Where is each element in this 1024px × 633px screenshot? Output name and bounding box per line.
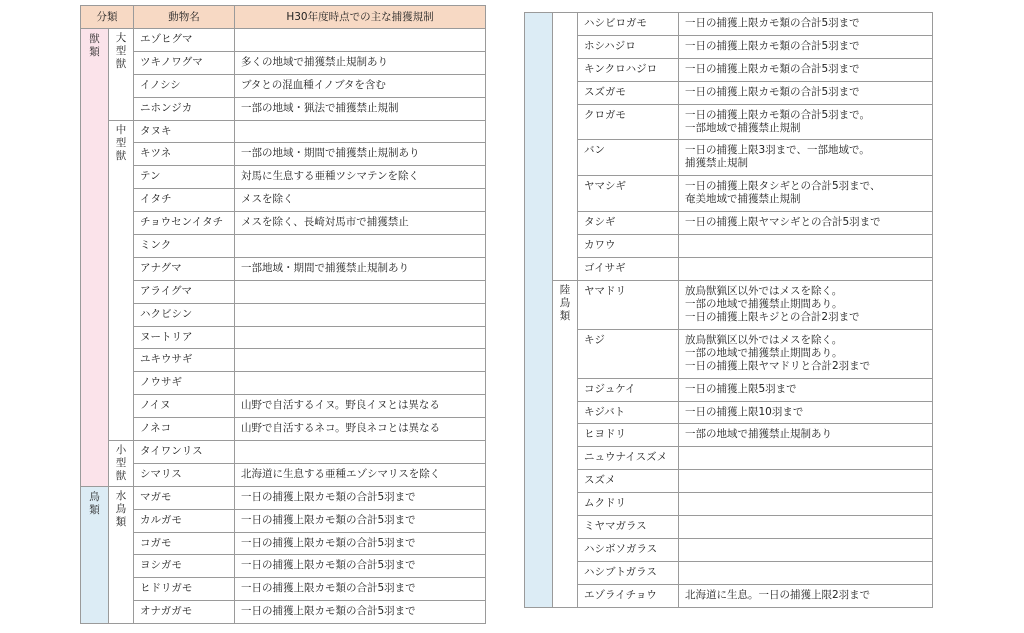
animal-name: カルガモ (134, 509, 235, 532)
category-label: 獣類 (89, 33, 100, 58)
animal-name: タシギ (578, 212, 679, 235)
animal-name: バン (578, 140, 679, 176)
regulation-note (235, 555, 486, 578)
animal-name: スズガモ (578, 81, 679, 104)
animal-name: オナガガモ (134, 601, 235, 624)
regulation-note (235, 212, 486, 235)
regulation-note-line: 一日の捕獲上限カモ類の合計5羽まで (685, 62, 860, 75)
animal-name: ホシハジロ (578, 35, 679, 58)
regulation-note (235, 235, 486, 258)
header-category: 分類 (81, 6, 134, 29)
table-row (525, 470, 933, 493)
animal-name: ノウサギ (134, 372, 235, 395)
animal-name: ミヤマガラス (578, 516, 679, 539)
regulation-note-line: 奄美地域で捕獲禁止規制 (685, 193, 801, 206)
regulation-note (679, 424, 933, 447)
table-row (525, 493, 933, 516)
regulation-note-line: 一日の捕獲上限カモ類の合計5羽まで (241, 559, 416, 572)
regulation-note (679, 258, 933, 281)
subcategory-label: 中型獣 (115, 123, 127, 162)
animal-name: タイワンリス (134, 441, 235, 464)
subcategory-label: 大型獣 (115, 32, 127, 70)
animal-name: ヒドリガモ (134, 578, 235, 601)
regulation-note (235, 418, 486, 441)
table-row (81, 120, 486, 143)
table-row (81, 143, 486, 166)
table-row (525, 424, 933, 447)
subcategory-cell (109, 486, 134, 623)
animal-name: ハシビロガモ (578, 13, 679, 36)
table-row (81, 601, 486, 624)
regulation-note-line: メスを除く、長崎対馬市で捕獲禁止 (241, 216, 409, 229)
table-row (525, 280, 933, 329)
regulation-note-line: 対馬に生息する亜種ツシマテンを除く (241, 170, 419, 183)
regulation-note (679, 470, 933, 493)
table-header-row (81, 6, 486, 29)
regulation-note-line: 一日の捕獲上限カモ類の合計5羽まで (241, 513, 416, 526)
table-row (81, 532, 486, 555)
table-row (525, 378, 933, 401)
animal-name: チョウセンイタチ (134, 212, 235, 235)
regulation-note (235, 326, 486, 349)
regulation-note (235, 143, 486, 166)
animal-name: ヤマシギ (578, 176, 679, 212)
animal-name: ニュウナイスズメ (578, 447, 679, 470)
table-row (525, 561, 933, 584)
regulation-note (679, 584, 933, 607)
table-row (81, 349, 486, 372)
subcategory-label: 小型獣 (115, 444, 127, 483)
animal-name: ハシボソガラス (578, 538, 679, 561)
table-row (525, 35, 933, 58)
regulation-note-line: 多くの地域で捕獲禁止規制あり (241, 55, 388, 68)
regulation-note (235, 486, 486, 509)
table-row (81, 212, 486, 235)
animal-name: キジバト (578, 401, 679, 424)
subcategory-cell (553, 280, 578, 607)
right-regulation-table (524, 12, 933, 608)
animal-name: ツキノワグマ (134, 51, 235, 74)
regulation-note (679, 58, 933, 81)
regulation-note-line: 一日の捕獲上限10羽まで (685, 405, 804, 418)
animal-name: マガモ (134, 486, 235, 509)
regulation-note-line: メスを除く (241, 193, 294, 206)
regulation-note-line: 一日の捕獲上限カモ類の合計5羽まで (685, 17, 860, 29)
regulation-note (679, 235, 933, 258)
regulation-note-line: ブタとの混血種イノブタを含む (241, 78, 386, 91)
animal-name: エゾライチョウ (578, 584, 679, 607)
regulation-note-line: 一日の捕獲上限カモ類の合計5羽まで (241, 536, 416, 549)
table-row (81, 578, 486, 601)
regulation-note-line: 捕獲禁止規制 (685, 157, 748, 170)
regulation-note (679, 176, 933, 212)
regulation-note-line: 一部の地域で捕獲禁止期間あり。 (685, 346, 843, 359)
regulation-note (679, 280, 933, 329)
regulation-note-line: 一日の捕獲上限カモ類の合計5羽まで。 (685, 108, 870, 121)
category-cell (81, 486, 109, 623)
regulation-note-line: 一日の捕獲上限ヤマシギとの合計5羽まで (685, 216, 881, 229)
table-row (81, 235, 486, 258)
subcategory-cell (109, 441, 134, 487)
table-row (81, 441, 486, 464)
regulation-note (679, 447, 933, 470)
animal-name: ムクドリ (578, 493, 679, 516)
animal-name: ヒヨドリ (578, 424, 679, 447)
subcategory-cell (109, 120, 134, 440)
animal-name: ノイヌ (134, 395, 235, 418)
regulation-note (235, 280, 486, 303)
regulation-note-line: 一日の捕獲上限カモ類の合計5羽まで (241, 605, 416, 618)
left-regulation-table (80, 5, 486, 624)
regulation-note (679, 493, 933, 516)
regulation-note (235, 120, 486, 143)
regulation-note (679, 538, 933, 561)
animal-name: ミンク (134, 235, 235, 258)
animal-name: アナグマ (134, 257, 235, 280)
regulation-note (235, 395, 486, 418)
regulation-note (679, 13, 933, 36)
animal-name: ノネコ (134, 418, 235, 441)
regulation-note-line: 一日の捕獲上限3羽まで、一部地域で。 (685, 144, 870, 157)
regulation-note-line: 一日の捕獲上限カモ類の合計5羽まで (685, 85, 860, 98)
table-row (525, 258, 933, 281)
regulation-note (679, 561, 933, 584)
table-row (81, 166, 486, 189)
table-row (81, 395, 486, 418)
category-cell (81, 29, 109, 487)
animal-name: ヤマドリ (578, 280, 679, 329)
animal-name: カワウ (578, 235, 679, 258)
table-row (81, 418, 486, 441)
regulation-note-line: 一部の地域で捕獲禁止期間あり。 (685, 297, 843, 310)
table-row (81, 51, 486, 74)
table-row (81, 74, 486, 97)
regulation-note-line: 一部の地域・期間で捕獲禁止規制あり (241, 147, 420, 160)
regulation-note (235, 51, 486, 74)
regulation-note-line: 一日の捕獲上限カモ類の合計5羽まで (685, 39, 860, 52)
regulation-note (679, 378, 933, 401)
regulation-note-line: 一日の捕獲上限ヤマドリと合計2羽まで (685, 359, 871, 372)
category-label: 鳥類 (89, 490, 100, 516)
regulation-note (679, 140, 933, 176)
animal-name: コジュケイ (578, 378, 679, 401)
table-row (525, 447, 933, 470)
table-row (525, 538, 933, 561)
table-row (525, 176, 933, 212)
table-row (81, 29, 486, 52)
table-row (81, 257, 486, 280)
regulation-note (235, 349, 486, 372)
animal-name: テン (134, 166, 235, 189)
regulation-note (235, 578, 486, 601)
table-row (81, 555, 486, 578)
regulation-note-line: 山野で自活するネコ。野良ネコとは異なる (241, 422, 441, 435)
regulation-note (235, 74, 486, 97)
regulation-note (235, 303, 486, 326)
header-animal: 動物名 (134, 6, 235, 29)
table-row (525, 140, 933, 176)
animal-name: ゴイサギ (578, 258, 679, 281)
table-row (525, 516, 933, 539)
table-row (525, 13, 933, 36)
animal-name: アライグマ (134, 280, 235, 303)
table-row (81, 280, 486, 303)
regulation-note (235, 29, 486, 52)
category-cell-continued (525, 13, 553, 608)
subcategory-label: 水鳥類 (115, 489, 127, 528)
animal-name: クロガモ (578, 104, 679, 140)
regulation-note (679, 81, 933, 104)
regulation-note (679, 516, 933, 539)
regulation-note (235, 441, 486, 464)
regulation-note-line: 一部の地域で捕獲禁止規制あり (685, 428, 832, 441)
table-row (81, 303, 486, 326)
table-row (525, 584, 933, 607)
regulation-note-line: 放鳥獣猟区以外ではメスを除く。 (685, 284, 843, 297)
regulation-note (235, 601, 486, 624)
animal-name: ヌートリア (134, 326, 235, 349)
regulation-note-line: 一日の捕獲上限キジとの合計2羽まで (685, 310, 860, 323)
table-row (525, 58, 933, 81)
regulation-note-line: 一日の捕獲上限カモ類の合計5羽まで (241, 582, 416, 595)
table-row (81, 326, 486, 349)
animal-name: コガモ (134, 532, 235, 555)
animal-name: ハシブトガラス (578, 561, 679, 584)
regulation-note (679, 401, 933, 424)
animal-name: ヨシガモ (134, 555, 235, 578)
subcategory-label: 陸鳥類 (559, 283, 571, 322)
regulation-note-line: 放鳥獣猟区以外ではメスを除く。 (685, 333, 843, 346)
regulation-note (235, 97, 486, 120)
regulation-note (679, 35, 933, 58)
animal-name: ユキウサギ (134, 349, 235, 372)
regulation-note-line: 一部地域で捕獲禁止規制 (685, 121, 801, 134)
table-row (525, 81, 933, 104)
animal-name: エゾヒグマ (134, 29, 235, 52)
regulation-note (679, 104, 933, 140)
animal-name: ニホンジカ (134, 97, 235, 120)
table-row (81, 486, 486, 509)
animal-name: スズメ (578, 470, 679, 493)
regulation-note (679, 212, 933, 235)
animal-name: キツネ (134, 143, 235, 166)
table-row (525, 401, 933, 424)
animal-name: イノシシ (134, 74, 235, 97)
animal-name: キジ (578, 329, 679, 378)
animal-name: ハクビシン (134, 303, 235, 326)
header-regulation: H30年度時点での主な捕獲規制 (235, 6, 486, 29)
table-row (81, 97, 486, 120)
table-row (81, 372, 486, 395)
animal-name: キンクロハジロ (578, 58, 679, 81)
regulation-note-line: 一日の捕獲上限カモ類の合計5羽まで (241, 490, 416, 503)
regulation-note (679, 329, 933, 378)
table-row (525, 235, 933, 258)
animal-name: シマリス (134, 463, 235, 486)
subcategory-cell (109, 29, 134, 121)
regulation-note (235, 189, 486, 212)
table-row (81, 463, 486, 486)
regulation-note-line: 北海道に生息する亜種エゾシマリスを除く (241, 467, 441, 480)
animal-name: イタチ (134, 189, 235, 212)
animal-name: タヌキ (134, 120, 235, 143)
table-row (525, 212, 933, 235)
regulation-note-line: 一日の捕獲上限5羽まで (685, 382, 797, 395)
regulation-note (235, 463, 486, 486)
regulation-note (235, 372, 486, 395)
regulation-note (235, 166, 486, 189)
table-row (81, 189, 486, 212)
regulation-note-line: 一日の捕獲上限タシギとの合計5羽まで、 (685, 180, 881, 193)
regulation-note (235, 257, 486, 280)
regulation-note-line: 一部地域・期間で捕獲禁止規制あり (241, 261, 409, 274)
regulation-note (235, 532, 486, 555)
regulation-note (235, 509, 486, 532)
regulation-note-line: 山野で自活するイヌ。野良イヌとは異なる (241, 399, 440, 412)
table-row (81, 509, 486, 532)
regulation-note-line: 北海道に生息。一日の捕獲上限2羽まで (685, 588, 871, 601)
table-row (525, 104, 933, 140)
subcategory-cell-continued (553, 13, 578, 281)
regulation-note-line: 一部の地域・猟法で捕獲禁止規制 (241, 101, 399, 114)
table-row (525, 329, 933, 378)
